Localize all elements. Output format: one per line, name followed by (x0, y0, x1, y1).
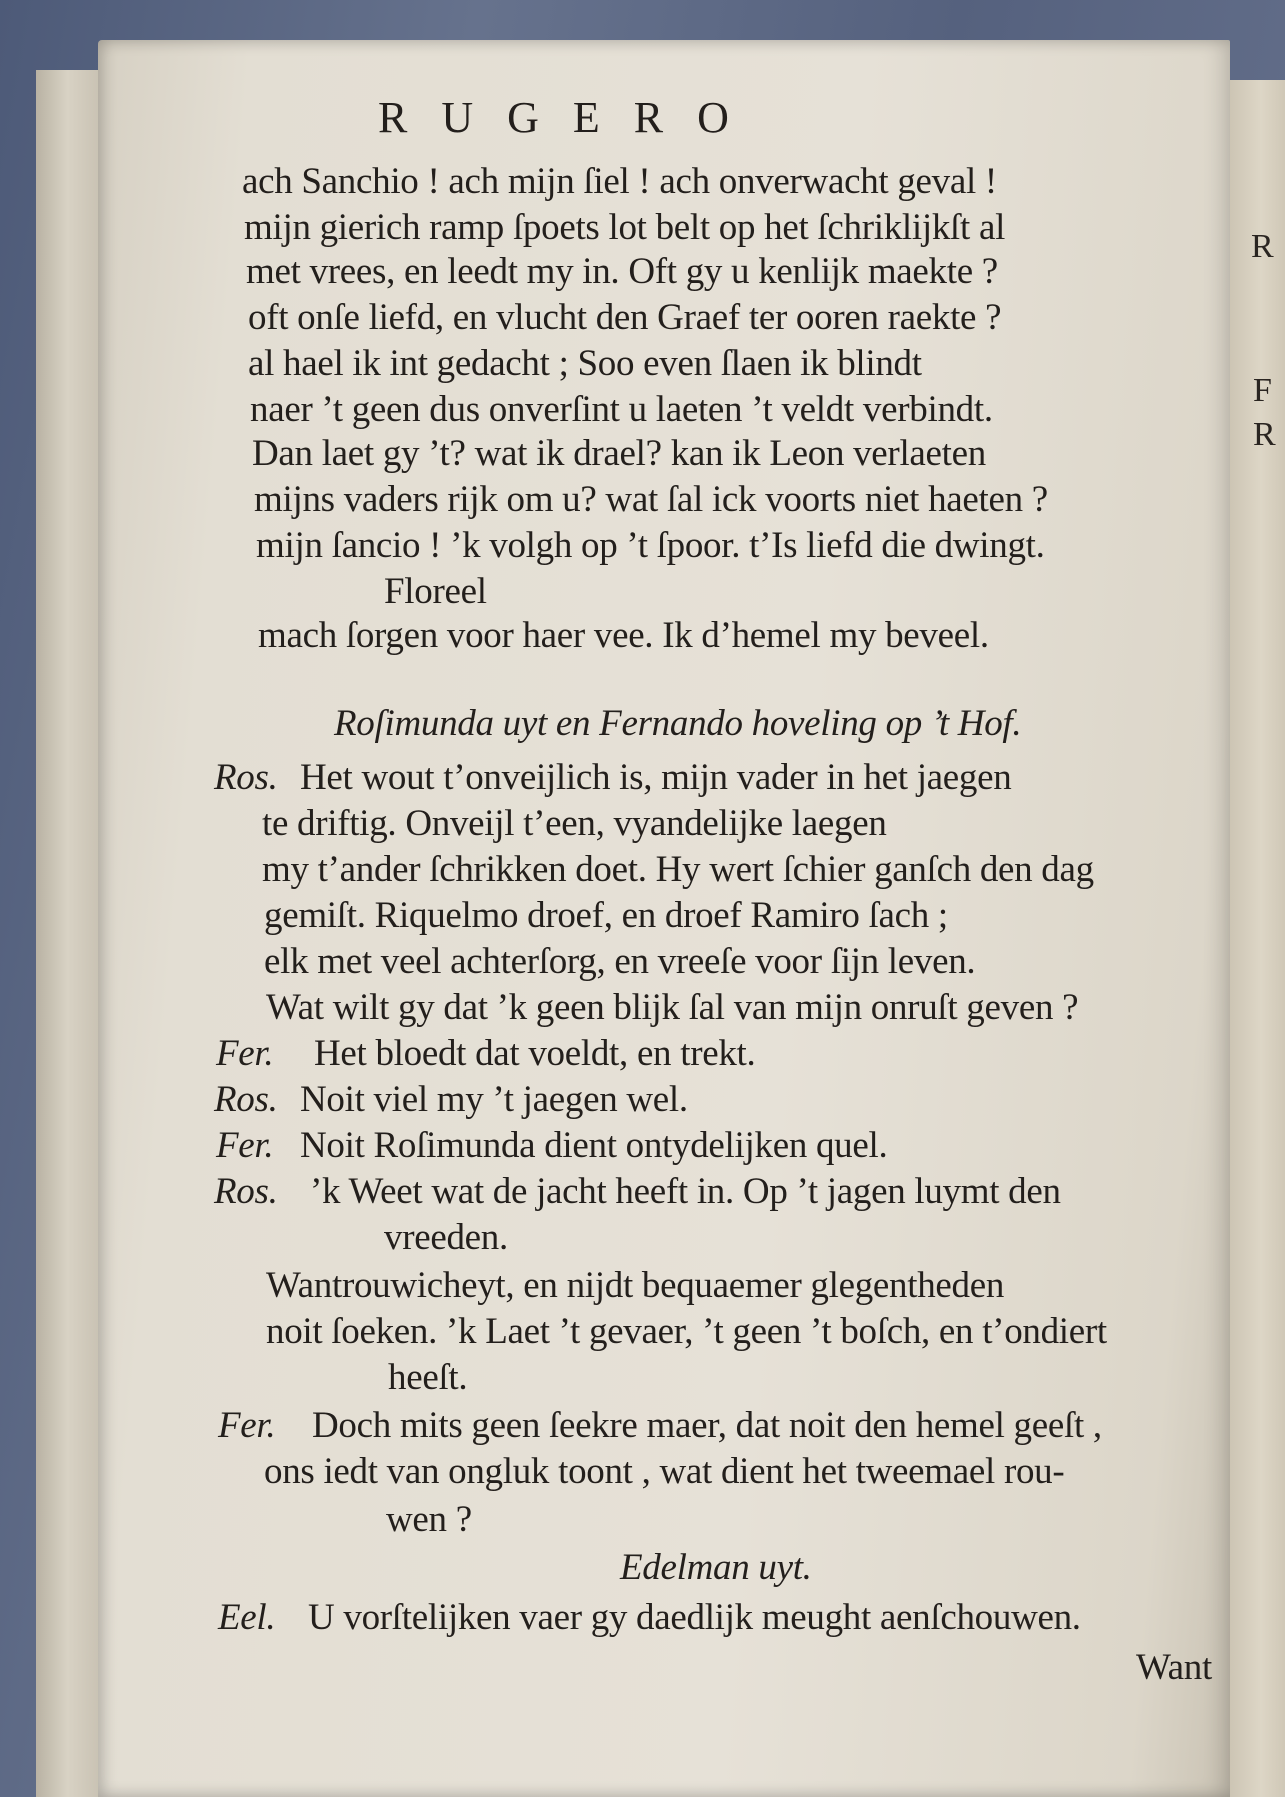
verse-line: Dan laet gy ’t? wat ik drael? kan ik Leon verlaeten (252, 433, 986, 474)
speech-line: Noit viel my ’t jaegen wel. (300, 1079, 688, 1120)
book-spine-edge (36, 70, 107, 1797)
speech-line-runover: wen ? (386, 1499, 472, 1540)
speech-line: ons iedt van ongluk toont , wat dient het tweemael rou- (264, 1451, 1065, 1492)
catchword: Want (1136, 1647, 1212, 1688)
speaker-label: Fer. (216, 1033, 274, 1074)
verse-line: naer ’t geen dus onverſint u laeten ’t veldt verbindt. (250, 389, 993, 430)
running-head: RUGERO (378, 93, 763, 142)
speech-line: my t’ander ſchrikken doet. Hy wert ſchier ganſch den dag (262, 849, 1094, 890)
speaker-label: Fer. (218, 1405, 276, 1446)
speaker-name-floreel: Floreel (384, 571, 487, 612)
verse-line: al hael ik int gedacht ; Soo even ſlaen ik blindt (248, 343, 922, 384)
facing-page-letter: R (1251, 228, 1274, 265)
speech-line: Het bloedt dat voeldt, en trekt. (314, 1033, 756, 1074)
speech-line-runover: heeſt. (388, 1357, 468, 1398)
speaker-label: Ros. (214, 1079, 278, 1120)
speech-line: U vorſtelijken vaer gy daedlijk meught aenſchouwen. (308, 1597, 1081, 1638)
speaker-label: Fer. (216, 1125, 274, 1166)
speech-line: te driftig. Onveijl t’een, vyandelijke laegen (262, 803, 887, 844)
stage-direction: Roſimunda uyt en Fernando hoveling op ’t Hof. (334, 703, 1022, 744)
speech-line: Doch mits geen ſeekre maer, dat noit den hemel geeſt , (312, 1405, 1102, 1446)
speech-line: ’k Weet wat de jacht heeft in. Op ’t jagen luymt den (310, 1171, 1061, 1212)
speech-line: Noit Roſimunda dient ontydelijken quel. (300, 1125, 888, 1166)
verse-line: met vrees, en leedt my in. Oft gy u kenlijk maekte ? (246, 251, 998, 292)
facing-page-letter: F (1253, 372, 1272, 409)
speech-line-runover: vreeden. (384, 1217, 508, 1258)
speech-line: noit ſoeken. ’k Laet ’t gevaer, ’t geen ’t boſch, en t’ondiert (266, 1311, 1107, 1352)
speech-line: gemiſt. Riquelmo droef, en droef Ramiro ſach ; (264, 895, 948, 936)
verse-line: mijns vaders rijk om u? wat ſal ick voorts niet haeten ? (254, 479, 1048, 520)
verse-line: ach Sanchio ! ach mijn ſiel ! ach onverwacht geval ! (242, 161, 997, 202)
speech-line: Wantrouwicheyt, en nijdt bequaemer glegentheden (266, 1265, 1005, 1306)
speaker-label: Ros. (214, 1171, 278, 1212)
verse-line: mijn gierich ramp ſpoets lot belt op het ſchriklijkſt al (244, 207, 1006, 248)
speaker-label: Eel. (218, 1597, 276, 1638)
verse-line: oft onſe liefd, en vlucht den Graef ter ooren raekte ? (248, 297, 1002, 338)
verse-line: mijn ſancio ! ’k volgh op ’t ſpoor. t’Is liefd die dwingt. (256, 525, 1045, 566)
stage-direction: Edelman uyt. (620, 1547, 812, 1588)
facing-page-edge (1222, 80, 1285, 1797)
verse-line: mach ſorgen voor haer vee. Ik d’hemel my beveel. (258, 615, 989, 656)
speech-line: Het wout t’onveijlich is, mijn vader in het jaegen (300, 757, 1012, 798)
speech-line: elk met veel achterſorg, en vreeſe voor ſijn leven. (264, 941, 976, 982)
facing-page-letter: R (1253, 416, 1276, 453)
speaker-label: Ros. (214, 757, 278, 798)
speech-line: Wat wilt gy dat ’k geen blijk ſal van mijn onruſt geven ? (266, 987, 1079, 1028)
